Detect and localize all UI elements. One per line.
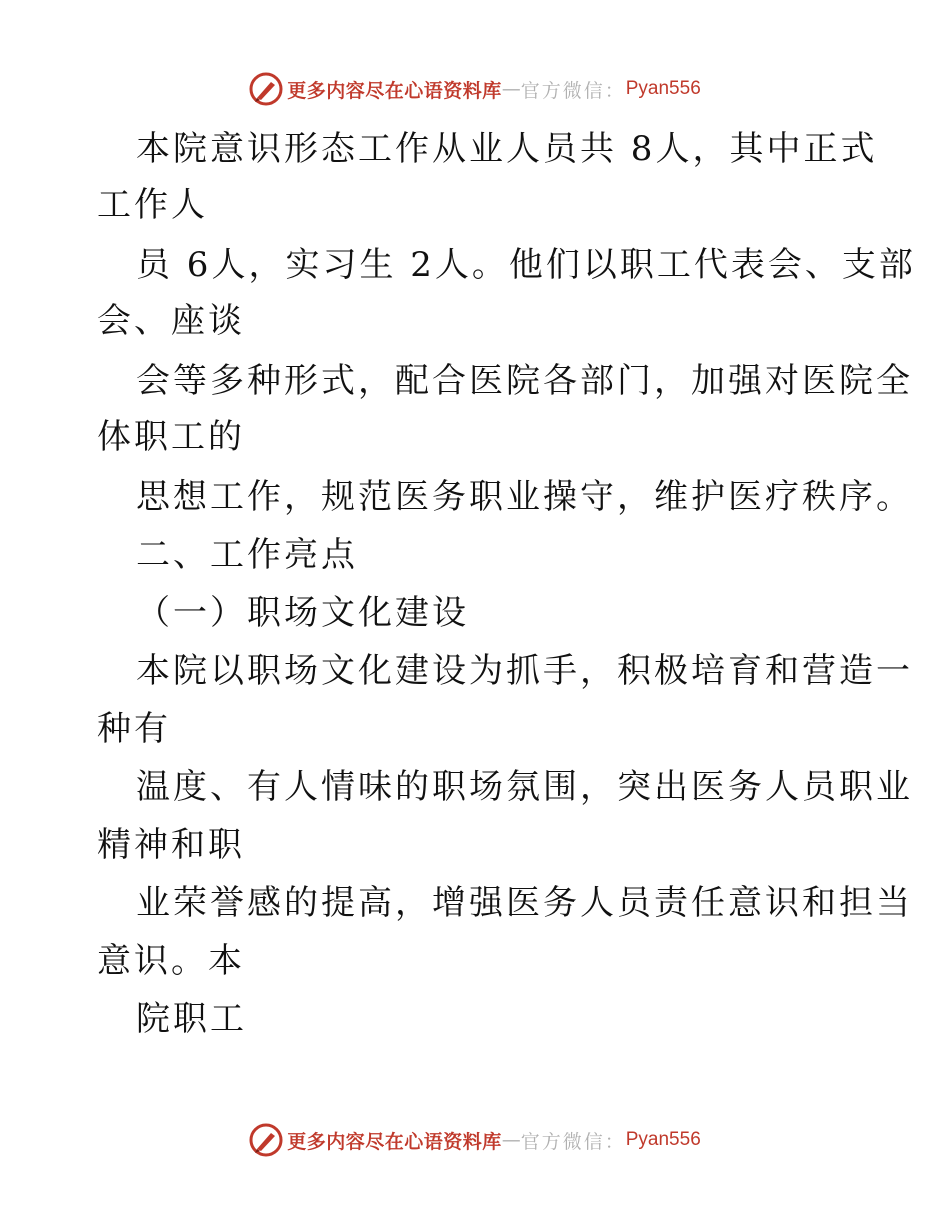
section-heading: 二、工作亮点 <box>136 535 358 575</box>
watermark-wechat-id: Pyan556 <box>625 1129 701 1150</box>
text-line: 意识。本 <box>97 941 245 981</box>
text-line: 思想工作，规范医务职业操守，维护医疗秩序。 <box>136 477 913 517</box>
watermark-banner-top <box>0 72 950 106</box>
watermark-wechat-label: 官方微信： <box>520 1130 626 1153</box>
text-line: 员 6人，实习生 2人。他们以职工代表会、支部 <box>136 245 916 285</box>
text-line: 温度、有人情味的职场氛围，突出医务人员职业 <box>136 767 913 807</box>
pen-logo-icon <box>249 72 283 106</box>
watermark-dash: — <box>501 1129 521 1151</box>
watermark-dash: — <box>501 78 521 100</box>
subsection-heading: （一）职场文化建设 <box>136 593 469 633</box>
watermark-banner-bottom <box>0 1123 950 1157</box>
text-line: 会、座谈 <box>97 301 245 341</box>
watermark-wechat-id: Pyan556 <box>625 78 701 99</box>
watermark-main-text: 更多内容尽在心语资料库 <box>287 79 502 102</box>
text-line: 精神和职 <box>97 825 245 865</box>
text-line: 本院以职场文化建设为抓手，积极培育和营造一 <box>136 651 913 691</box>
text-line: 本院意识形态工作从业人员共 8人，其中正式 <box>136 129 878 169</box>
watermark-wechat-label: 官方微信： <box>520 79 626 102</box>
text-line: 体职工的 <box>97 417 245 457</box>
text-line: 会等多种形式，配合医院各部门，加强对医院全 <box>136 361 913 401</box>
text-line: 工作人 <box>97 185 208 225</box>
text-line: 业荣誉感的提高，增强医务人员责任意识和担当 <box>136 883 913 923</box>
text-line: 院职工 <box>136 999 247 1039</box>
watermark-main-text: 更多内容尽在心语资料库 <box>287 1130 502 1153</box>
text-line: 种有 <box>97 709 171 749</box>
pen-logo-icon <box>249 1123 283 1157</box>
